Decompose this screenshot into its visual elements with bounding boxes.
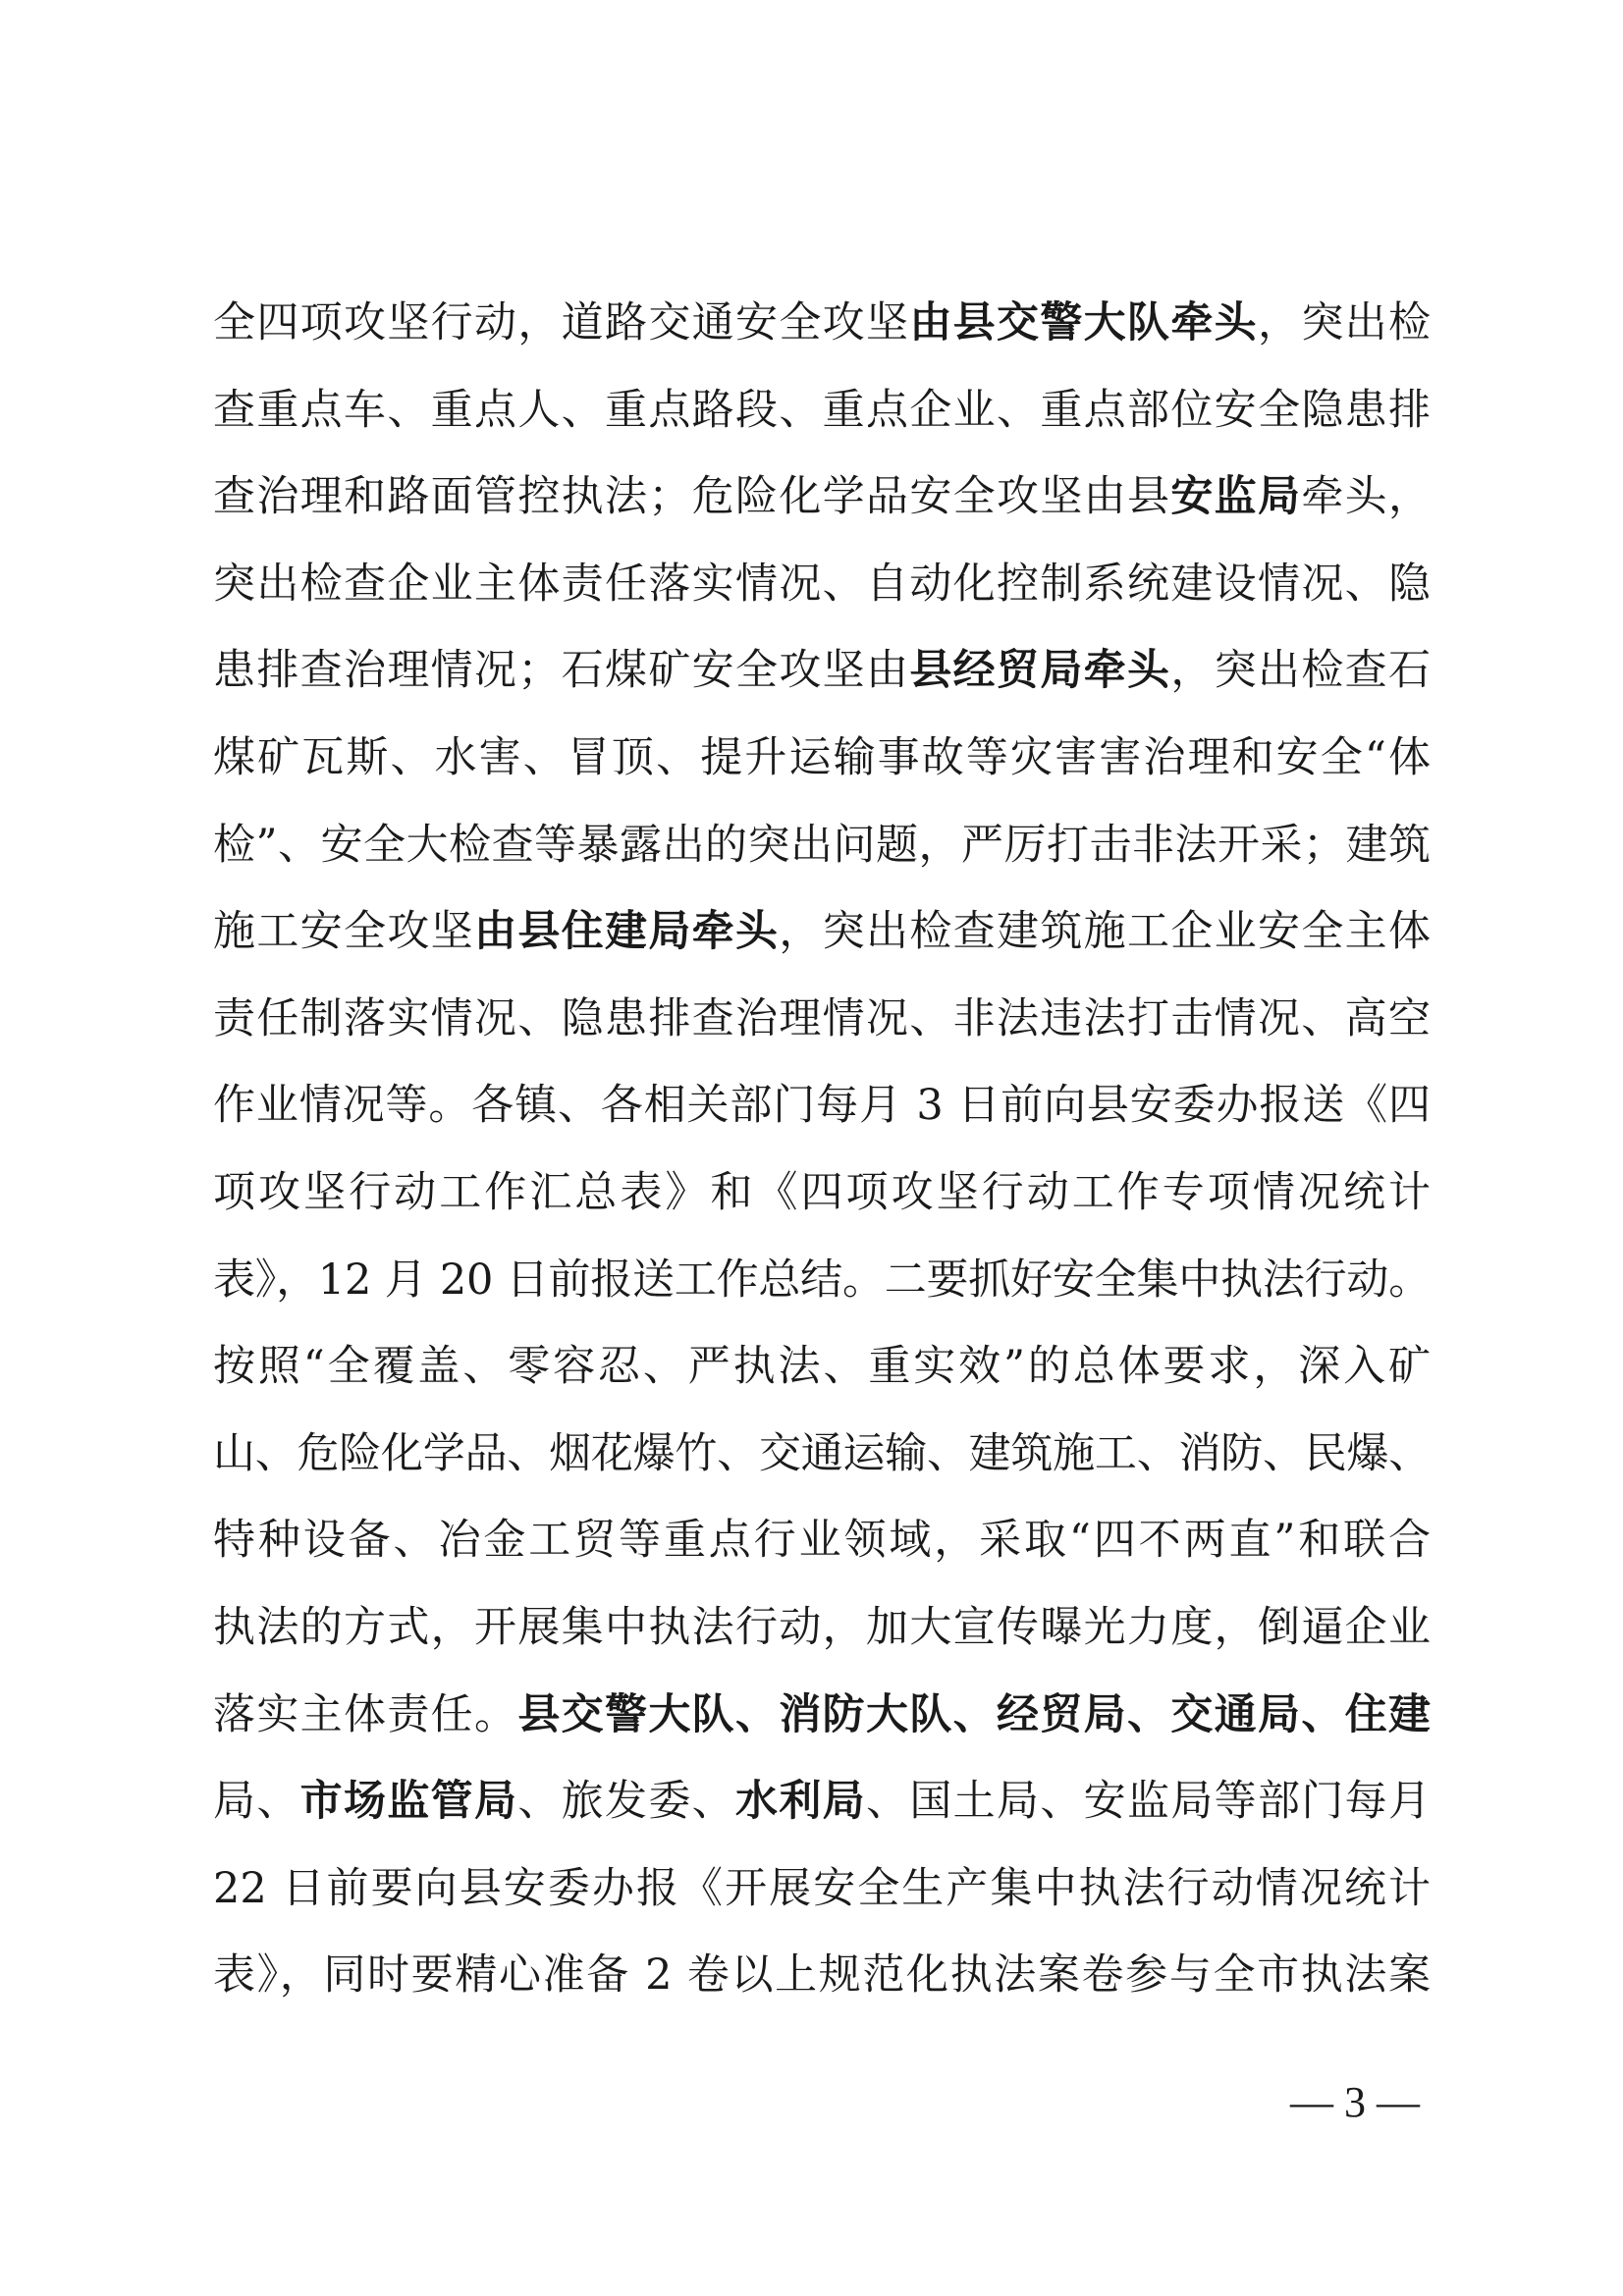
text-segment: 、国土局、安监局等部门每月	[866, 1777, 1432, 1827]
text-line	[213, 1497, 1431, 1584]
text-segment: 检”、安全大检查等暴露出的突出问题，严厉打击非法开采；建筑	[213, 820, 1431, 870]
text-segment: 表》，12 月 20 日前报送工作总结。二要抓好安全集中执法行动。	[213, 1255, 1431, 1305]
text-line	[213, 1672, 1431, 1759]
text-line	[213, 280, 1431, 367]
text-segment: ，突出检查建筑施工企业安全主体	[779, 907, 1432, 957]
bold-text-segment: 县交警大队、消防大队、经贸局、交通局、住建	[517, 1689, 1432, 1739]
text-line	[213, 1062, 1431, 1149]
bold-text-segment: 水利局	[735, 1777, 867, 1827]
text-line	[213, 1411, 1431, 1498]
text-line	[213, 1584, 1431, 1672]
text-segment: 查重点车、重点人、重点路段、重点企业、重点部位安全隐患排	[213, 385, 1431, 435]
text-segment: 突出检查企业主体责任落实情况、自动化控制系统建设情况、隐	[213, 559, 1431, 609]
text-line	[213, 976, 1431, 1063]
text-segment: 患排查治理情况；石煤矿安全攻坚由	[213, 646, 910, 696]
bold-text-segment: 市场监管局	[299, 1777, 518, 1827]
text-segment: ，突出检查石	[1170, 646, 1432, 696]
text-segment: 22 日前要向县安委办报《开展安全生产集中执法行动情况统计	[213, 1863, 1431, 1913]
text-segment: 表》，同时要精心准备 2 卷以上规范化执法案卷参与全市执法案	[213, 1950, 1431, 2001]
text-line	[213, 1149, 1431, 1237]
text-segment: 查治理和路面管控执法；危险化学品安全攻坚由县	[213, 472, 1171, 522]
text-line	[213, 1932, 1431, 2019]
text-line	[213, 1758, 1431, 1845]
text-line	[213, 888, 1431, 976]
text-segment: 全四项攻坚行动，道路交通安全攻坚	[213, 298, 910, 347]
text-segment: 牵头，	[1301, 472, 1432, 522]
text-line	[213, 715, 1431, 802]
text-segment: 按照“全覆盖、零容忍、严执法、重实效”的总体要求，深入矿	[213, 1342, 1431, 1392]
text-line	[213, 627, 1431, 715]
text-line	[213, 1845, 1431, 1933]
page-number: — 3 —	[1290, 2078, 1420, 2126]
text-segment: 执法的方式，开展集中执法行动，加大宣传曝光力度，倒逼企业	[213, 1602, 1431, 1652]
text-line	[213, 541, 1431, 628]
text-segment: 落实主体责任。	[213, 1689, 518, 1739]
text-line	[213, 1323, 1431, 1411]
text-segment: 煤矿瓦斯、水害、冒顶、提升运输事故等灾害害治理和安全“体	[213, 732, 1431, 782]
text-segment: 项攻坚行动工作汇总表》和《四项攻坚行动工作专项情况统计	[213, 1167, 1431, 1217]
text-segment: 、旅发委、	[517, 1777, 736, 1827]
text-line	[213, 454, 1431, 541]
text-segment: 施工安全攻坚	[213, 907, 474, 957]
bold-text-segment: 由县交警大队牵头	[909, 298, 1259, 347]
text-segment: 作业情况等。各镇、各相关部门每月 3 日前向县安委办报送《四	[213, 1081, 1431, 1131]
bold-text-segment: 县经贸局牵头	[909, 646, 1171, 696]
text-line	[213, 1237, 1431, 1324]
bold-text-segment: 由县住建局牵头	[474, 907, 780, 957]
text-segment: 局、	[213, 1777, 300, 1827]
text-line	[213, 802, 1431, 889]
text-segment: 特种设备、冶金工贸等重点行业领域，采取“四不两直”和联合	[213, 1516, 1431, 1566]
bold-text-segment: 安监局	[1170, 472, 1302, 522]
text-segment: 山、危险化学品、烟花爆竹、交通运输、建筑施工、消防、民爆、	[213, 1428, 1431, 1478]
text-segment: ，突出检	[1258, 298, 1432, 347]
text-line	[213, 367, 1431, 454]
body-text	[213, 280, 1431, 2019]
text-segment: 责任制落实情况、隐患排查治理情况、非法违法打击情况、高空	[213, 993, 1431, 1043]
